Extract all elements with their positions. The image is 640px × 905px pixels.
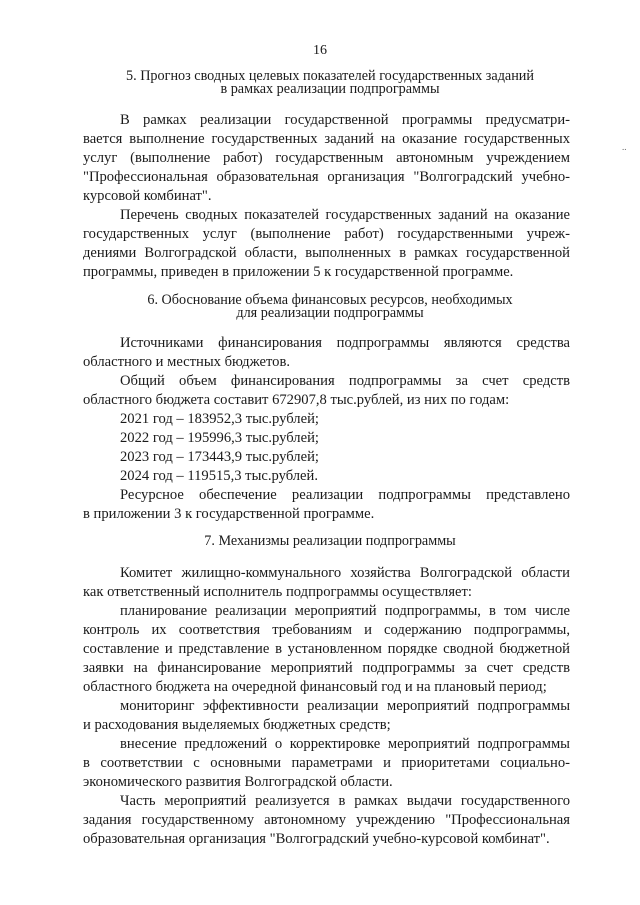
text-line: курсовой комбинат". xyxy=(83,188,212,204)
text-line: контроль их соответствия требованиям и содержанию подпрограммы, xyxy=(83,622,570,638)
text-line: задания государственному автономному учреждению "Профессиональная xyxy=(83,812,570,828)
section-7-heading xyxy=(100,535,560,548)
text-line: образовательная организация "Волгоградский учебно-курсовой комбинат". xyxy=(83,831,550,847)
text-line: Источниками финансирования подпрограммы являются средства xyxy=(120,335,570,351)
section-5-heading-line: 5. Прогноз сводных целевых показателей государственных заданий xyxy=(126,68,534,84)
text-line: внесение предложений о корректировке мероприятий подпрограммы xyxy=(120,736,570,752)
section-5-heading xyxy=(100,70,560,96)
text-line: Комитет жилищно-коммунального хозяйства Волгоградской области xyxy=(120,565,570,581)
text-line: Ресурсное обеспечение реализации подпрограммы представлено xyxy=(120,487,570,503)
text-line: Перечень сводных показателей государственных заданий на оказание xyxy=(120,207,570,223)
section-6-heading-line: 6. Обоснование объема финансовых ресурсов, необходимых xyxy=(147,292,513,308)
text-line: в соответствии с основными параметрами и приоритетами социально- xyxy=(83,755,570,771)
text-line: вается выполнение государственных заданий на оказание государственных xyxy=(83,131,570,147)
text-line: и расходования выделяемых бюджетных средств; xyxy=(83,717,391,733)
margin-mark: .. xyxy=(622,142,627,152)
text-line: экономического развития Волгоградской области. xyxy=(83,774,393,790)
year-line: 2024 год – 119515,3 тыс.рублей. xyxy=(120,468,318,484)
section-5-heading-line: в рамках реализации подпрограммы xyxy=(220,81,440,97)
text-line: в приложении 3 к государственной программе. xyxy=(83,506,375,522)
text-line: программы, приведен в приложении 5 к государственной программе. xyxy=(83,264,514,280)
text-line: мониторинг эффективности реализации мероприятий подпрограммы xyxy=(120,698,570,714)
text-line: услуг (выполнение работ) государственным автономным учреждением xyxy=(83,150,570,166)
text-line: составление и представление в установленном порядке сводной бюджетной xyxy=(83,641,570,657)
text-line: государственных услуг (выполнение работ) государственными учреж- xyxy=(83,226,570,242)
page-number: 16 xyxy=(313,43,327,58)
text-line: Часть мероприятий реализуется в рамках выдачи государственного xyxy=(120,793,570,809)
text-line: В рамках реализации государственной программы предусматри- xyxy=(120,112,570,128)
text-line: областного и местных бюджетов. xyxy=(83,354,290,370)
text-line: как ответственный исполнитель подпрограммы осуществляет: xyxy=(83,584,472,600)
text-line: Общий объем финансирования подпрограммы за счет средств xyxy=(120,373,570,389)
text-line: "Профессиональная образовательная организация "Волгоградский учебно- xyxy=(83,169,570,185)
year-line: 2023 год – 173443,9 тыс.рублей; xyxy=(120,449,319,465)
text-line: планирование реализации мероприятий подпрограммы, в том числе xyxy=(120,603,570,619)
section-6-heading xyxy=(100,294,560,320)
year-line: 2022 год – 195996,3 тыс.рублей; xyxy=(120,430,319,446)
section-6-heading-line: для реализации подпрограммы xyxy=(236,305,424,321)
text-line: дениями Волгоградской области, выполненных в рамках государственной xyxy=(83,245,570,261)
section-7-heading-line: 7. Механизмы реализации подпрограммы xyxy=(204,533,456,549)
year-line: 2021 год – 183952,3 тыс.рублей; xyxy=(120,411,319,427)
text-line: заявки на финансирование мероприятий подпрограммы за счет средств xyxy=(83,660,570,676)
text-line: областного бюджета на очередной финансовый год и на плановый период; xyxy=(83,679,547,695)
text-line: областного бюджета составит 672907,8 тыс.рублей, из них по годам: xyxy=(83,392,510,408)
